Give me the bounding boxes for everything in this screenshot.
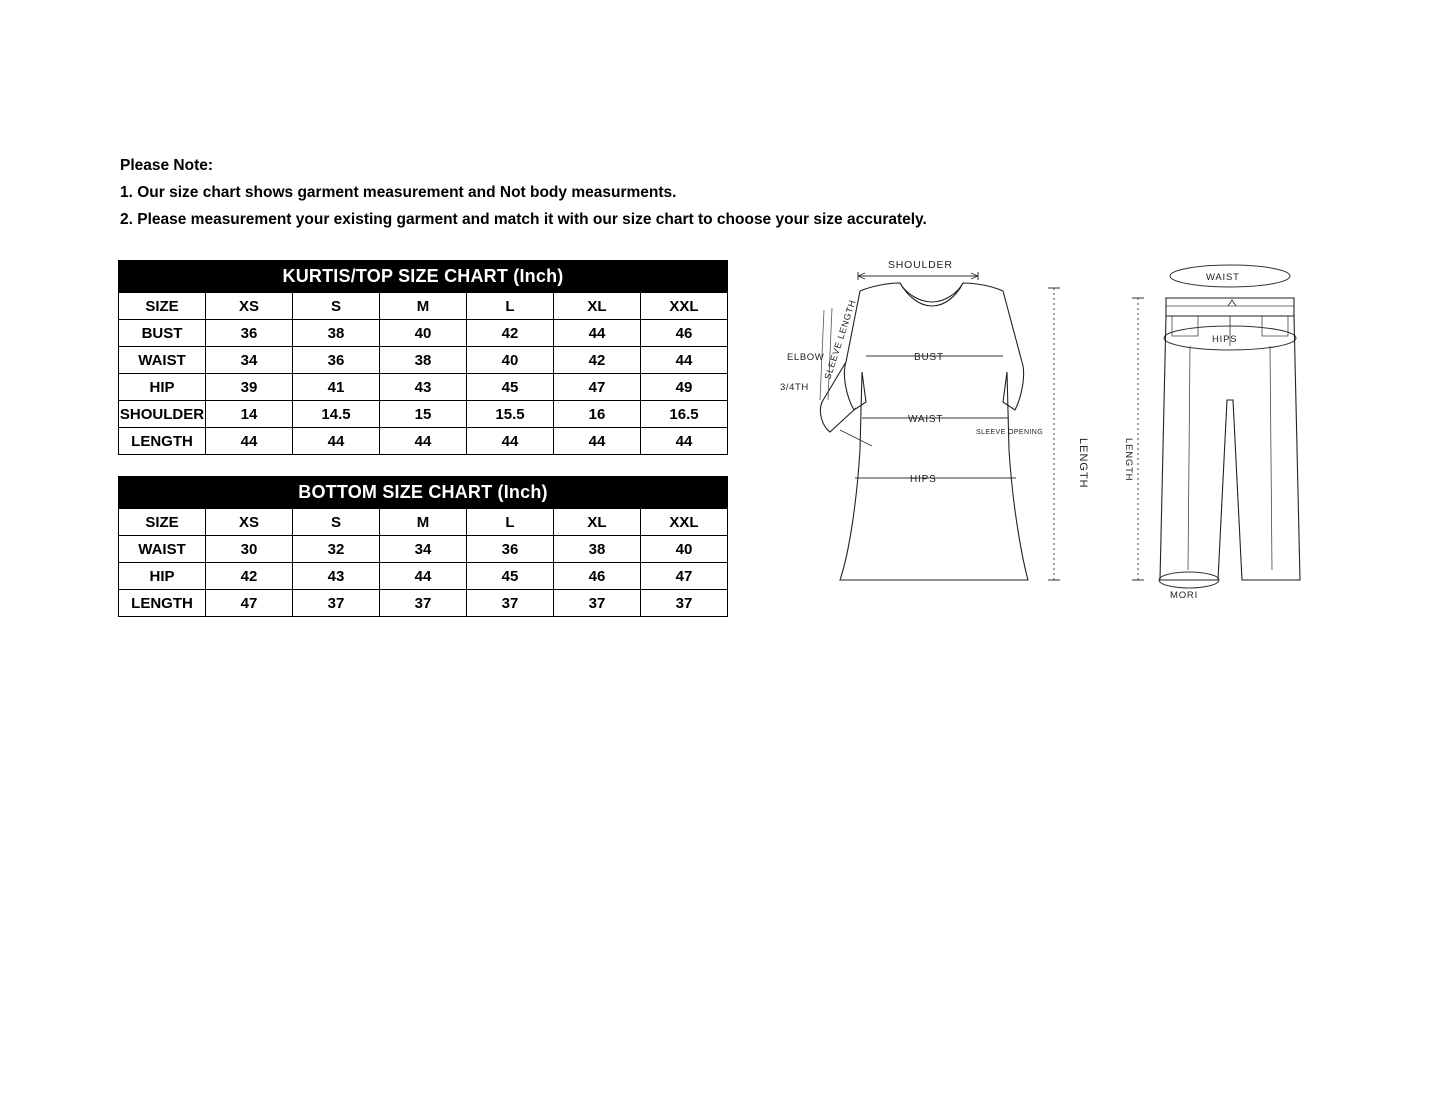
label-bust: BUST [914,352,944,363]
row-label: HIP [119,563,206,590]
table-cell: 36 [206,320,293,347]
table-cell: 32 [293,536,380,563]
header-cell: XL [554,509,641,536]
row-label: WAIST [119,536,206,563]
table-cell: 47 [641,563,728,590]
table-cell: 38 [380,347,467,374]
table-cell: 36 [293,347,380,374]
table-cell: 37 [380,590,467,617]
table-cell: 40 [641,536,728,563]
table-row [119,563,728,590]
label-sleeve-length: SLEEVE LENGTH [822,298,858,381]
bottom-chart-title: BOTTOM SIZE CHART (Inch) [119,477,728,509]
table-title-row [119,261,728,293]
header-cell: L [467,293,554,320]
table-cell: 30 [206,536,293,563]
table-cell: 44 [554,320,641,347]
kurti-measurement-diagram [820,272,1060,580]
bottom-size-chart-block [118,476,728,617]
header-cell: XL [554,293,641,320]
row-label: BUST [119,320,206,347]
label-waist: WAIST [908,414,944,425]
table-cell: 43 [380,374,467,401]
table-header-row [119,509,728,536]
table-cell: 38 [293,320,380,347]
table-cell: 34 [380,536,467,563]
table-cell: 47 [206,590,293,617]
please-note-block [120,152,1170,233]
label-hips: HIPS [1212,334,1238,345]
table-cell: 15 [380,401,467,428]
kurtis-size-chart-block [118,260,728,455]
header-cell: M [380,509,467,536]
label-elbow: ELBOW [787,352,825,363]
row-label: HIP [119,374,206,401]
header-cell: L [467,509,554,536]
header-cell: XXL [641,509,728,536]
table-cell: 34 [206,347,293,374]
table-cell: 42 [467,320,554,347]
table-cell: 44 [467,428,554,455]
row-label: LENGTH [119,590,206,617]
table-row [119,374,728,401]
row-label: LENGTH [119,428,206,455]
header-cell: M [380,293,467,320]
label-hips: HIPS [910,474,937,485]
table-cell: 37 [554,590,641,617]
table-cell: 47 [554,374,641,401]
table-cell: 16 [554,401,641,428]
table-row [119,590,728,617]
table-cell: 16.5 [641,401,728,428]
table-header-row [119,293,728,320]
table-cell: 42 [554,347,641,374]
table-cell: 40 [467,347,554,374]
label-length: LENGTH [1077,438,1089,489]
bottom-size-chart-table [118,476,728,617]
header-cell: S [293,509,380,536]
table-row [119,320,728,347]
header-cell: XXL [641,293,728,320]
table-cell: 42 [206,563,293,590]
table-cell: 40 [380,320,467,347]
table-cell: 49 [641,374,728,401]
header-cell: S [293,293,380,320]
table-cell: 44 [641,428,728,455]
table-cell: 39 [206,374,293,401]
table-cell: 41 [293,374,380,401]
table-cell: 36 [467,536,554,563]
table-row [119,347,728,374]
table-cell: 44 [380,428,467,455]
kurtis-chart-title: KURTIS/TOP SIZE CHART (Inch) [119,261,728,293]
label-length: LENGTH [1123,438,1134,482]
measurement-illustrations [760,250,1320,620]
table-cell: 14.5 [293,401,380,428]
bottom-measurement-diagram [1132,265,1300,588]
table-cell: 14 [206,401,293,428]
row-label: SHOULDER [119,401,206,428]
table-row [119,536,728,563]
table-row [119,401,728,428]
table-cell: 37 [467,590,554,617]
table-cell: 46 [641,320,728,347]
bottom-diagram-labels [1123,272,1240,601]
table-cell: 46 [554,563,641,590]
table-cell: 43 [293,563,380,590]
table-title-row [119,477,728,509]
note-line-2: 2. Please measurement your existing garment and match it with our size chart to choose your size accurately. [120,211,927,228]
table-row [119,428,728,455]
note-line-1: 1. Our size chart shows garment measurement and Not body measurments. [120,184,677,201]
header-cell: XS [206,293,293,320]
label-waist: WAIST [1206,272,1240,283]
header-cell: XS [206,509,293,536]
header-cell: SIZE [119,293,206,320]
table-cell: 44 [380,563,467,590]
table-cell: 45 [467,374,554,401]
table-cell: 38 [554,536,641,563]
label-shoulder: SHOULDER [888,259,953,271]
kurtis-size-chart-table [118,260,728,455]
label-3-4th: 3/4TH [780,382,809,393]
table-cell: 45 [467,563,554,590]
table-cell: 15.5 [467,401,554,428]
note-heading: Please Note: [120,157,214,174]
table-cell: 44 [293,428,380,455]
header-cell: SIZE [119,509,206,536]
table-cell: 44 [554,428,641,455]
label-sleeve-opening: SLEEVE OPENING [976,429,1044,436]
table-cell: 37 [293,590,380,617]
label-mori: MORI [1170,590,1199,601]
table-cell: 37 [641,590,728,617]
table-cell: 44 [206,428,293,455]
table-cell: 44 [641,347,728,374]
kurti-diagram-labels [780,259,1089,489]
row-label: WAIST [119,347,206,374]
